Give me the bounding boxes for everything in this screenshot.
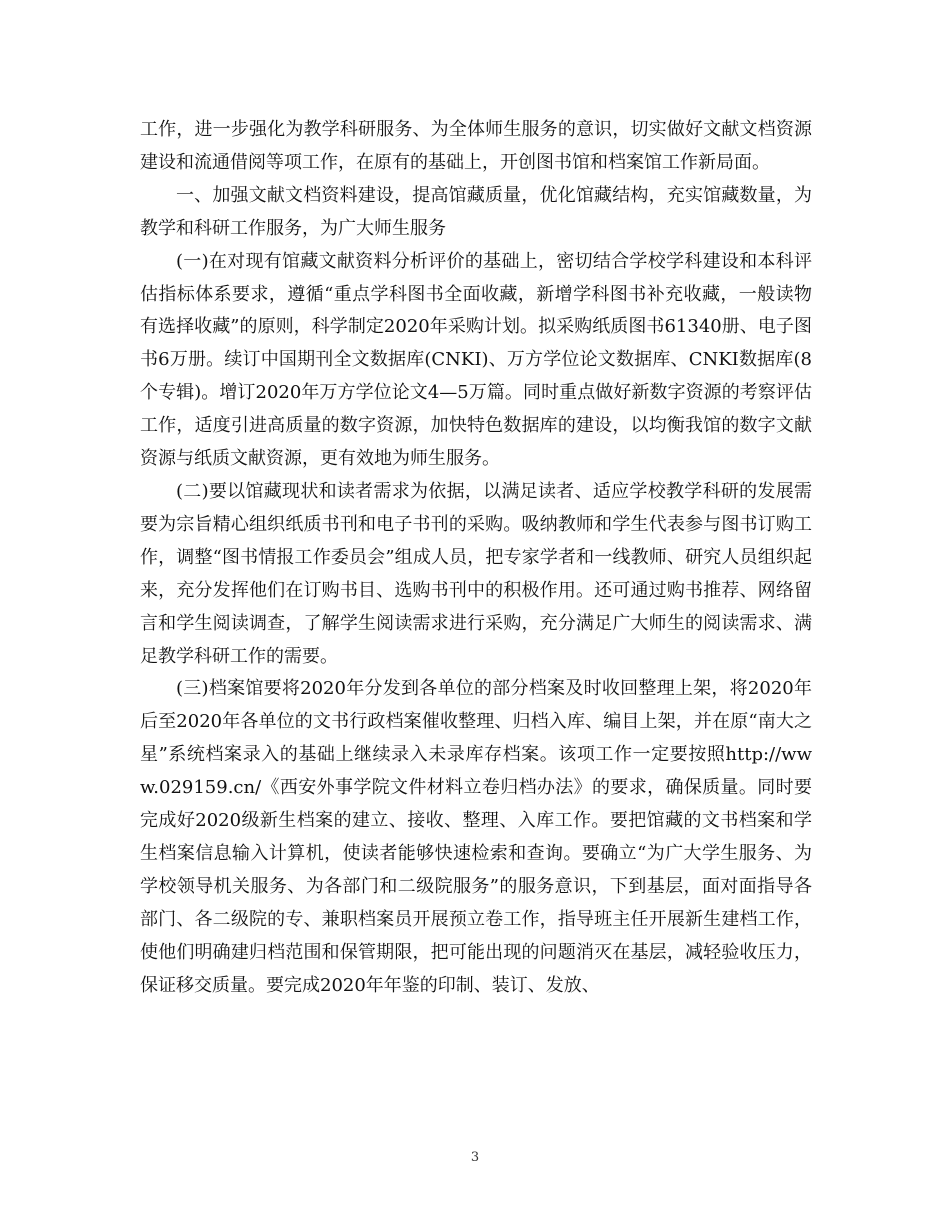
page-number: 3 (470, 1150, 480, 1165)
paragraph-item-three: (三)档案馆要将2020年分发到各单位的部分档案及时收回整理上架，将2020年后至2020年各单位的文书行政档案催收整理、归档入库、编目上架，并在原“南大之星”系统档案录入的基础上继续录入未录库存档案。该项工作一定要按照http://www.029159.cn/《西安外事学院文件材料立卷归档办法》的要求，确保质量。同时要完成好2020级新生档案的建立、接收、整理、入库工作。要把馆藏的文书档案和学生档案信息输入计算机，使读者能够快速检索和查询。要确立“为广大学生服务、为学校领导机关服务、为各部门和二级院服务”的服务意识，下到基层，面对面指导各部门、各二级院的专、兼职档案员开展预立卷工作，指导班主任开展新生建档工作，使他们明确建归档范围和保管期限，把可能出现的问题消灭在基层，减轻验收压力，保证移交质量。要完成2020年年鉴的印制、装订、发放、 (140, 678, 812, 996)
paragraph-continuation: 工作，进一步强化为教学科研服务、为全体师生服务的意识，切实做好文献文档资源建设和流通借阅等项工作，在原有的基础上，开创图书馆和档案馆工作新局面。 (140, 119, 812, 173)
paragraph-item-two: (二)要以馆藏现状和读者需求为依据，以满足读者、适应学校教学科研的发展需要为宗旨精心组织纸质书刊和电子书刊的采购。吸纳教师和学生代表参与图书订购工作，调整“图书情报工作委员会”组成人员，把专家学者和一线教师、研究人员组织起来，充分发挥他们在订购书目、选购书刊中的积极作用。还可通过购书推荐、网络留言和学生阅读调查，了解学生阅读需求进行采购，充分满足广大师生的阅读需求、满足教学科研工作的需要。 (140, 480, 812, 667)
paragraph-section-heading: 一、加强文献文档资料建设，提高馆藏质量，优化馆藏结构，充实馆藏数量，为教学和科研工作服务，为广大师生服务 (140, 184, 812, 239)
paragraph-item-one: (一)在对现有馆藏文献资料分析评价的基础上，密切结合学校学科建设和本科评估指标体系要求，遵循“重点学科图书全面收藏，新增学科图书补充收藏，一般读物有选择收藏”的原则，科学制定2020年采购计划。拟采购纸质图书61340册、电子图书6万册。续订中国期刊全文数据库(CNKI)、万方学位论文数据库、CNKI数据库(8个专辑)。增订2020年万方学位论文4—5万篇。同时重点做好新数字资源的考察评估工作，适度引进高质量的数字资源，加快特色数据库的建设，以均衡我馆的数字文献资源与纸质文献资源，更有效地为师生服务。 (140, 250, 812, 470)
document-body (140, 114, 812, 1002)
